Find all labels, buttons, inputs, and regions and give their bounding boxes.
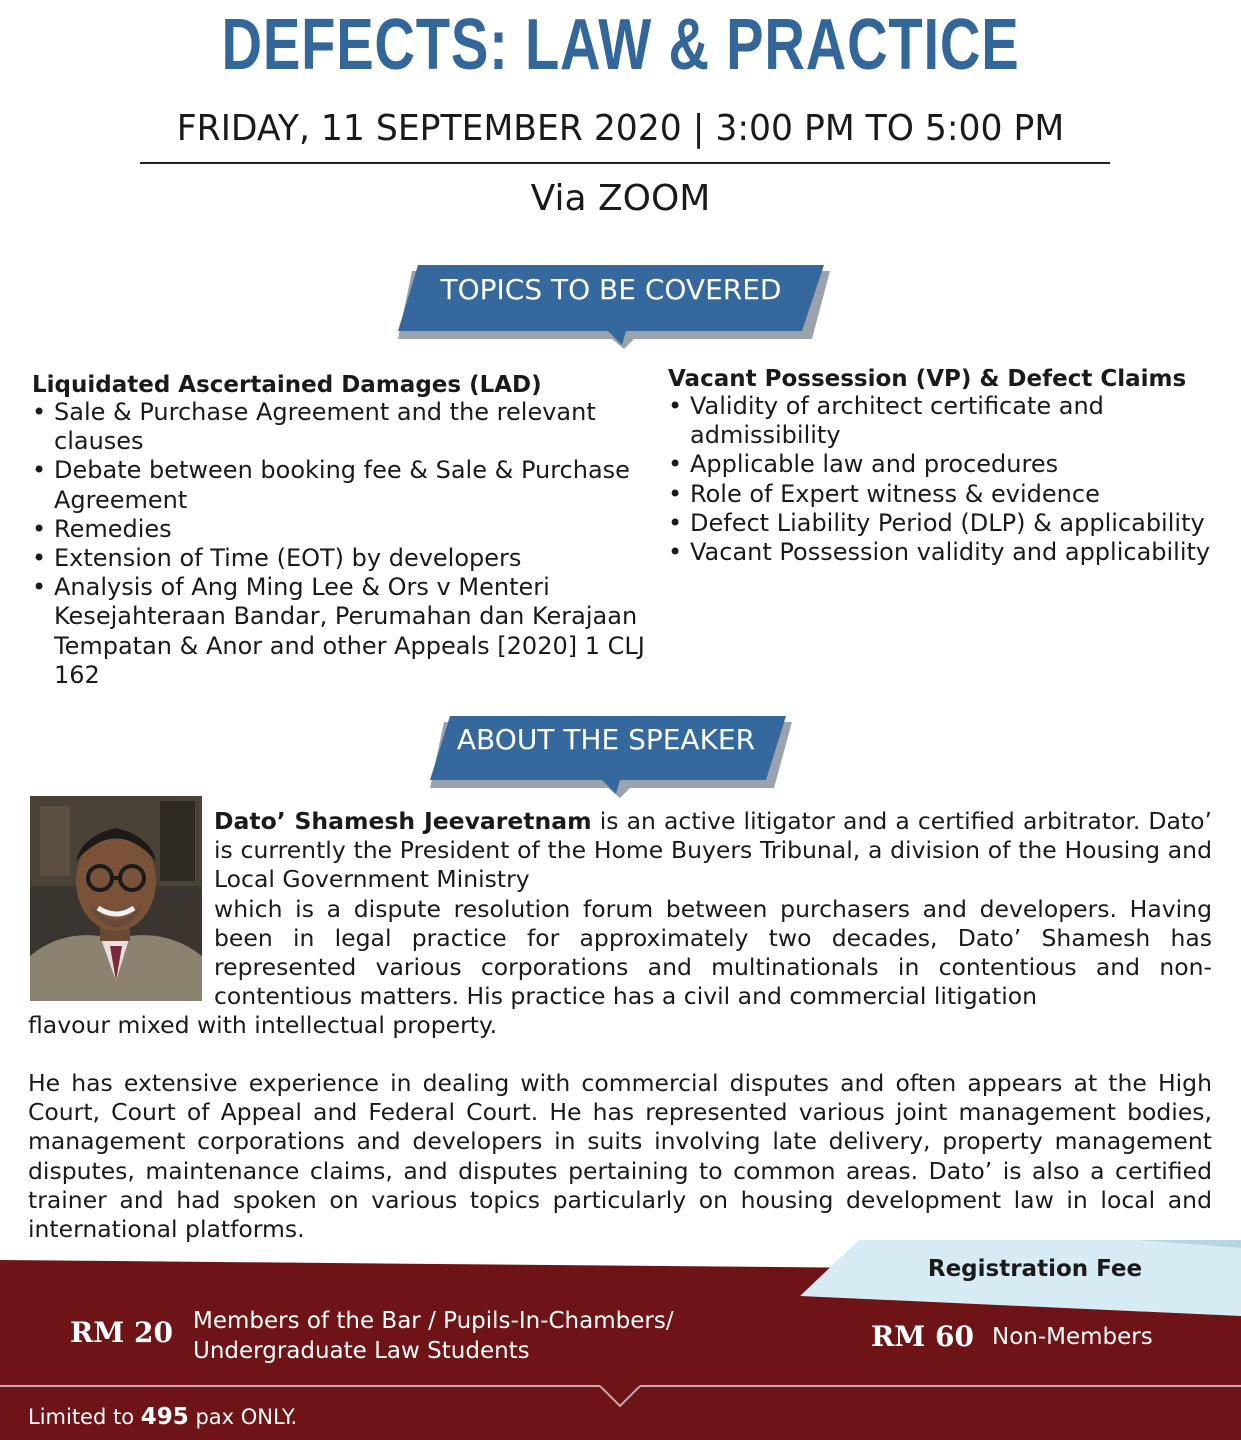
vp-section-title: Vacant Possession (VP) & Defect Claims xyxy=(668,366,1187,392)
speaker-photo xyxy=(30,796,202,1001)
speaker-name: Dato’ Shamesh Jeevaretnam xyxy=(214,807,592,835)
registration-fee-label: Registration Fee xyxy=(927,1256,1143,1282)
vp-topic-item: • Role of Expert witness & evidence xyxy=(668,480,1233,509)
lad-topic-item: • Analysis of Ang Ming Lee & Ors v Menteri Kesejahteraan Bandar, Perumahan dan Kerajaan Tempatan & Anor and other Appeals [2020] 1 CLJ 162 xyxy=(32,573,652,690)
vp-topic-item: • Vacant Possession validity and applicability xyxy=(668,538,1233,567)
attendance-limit-prefix: Limited to xyxy=(28,1405,141,1429)
speaker-bio-cont: which is a dispute resolution forum between purchasers and developers. Having been in legal practice for approximately two decades, Dato’ Shamesh has represented various corporations and multinationals in contentious and non-contentious matters. His practice has a civil and commercial litigation xyxy=(214,894,1212,1011)
attendance-limit-suffix: pax ONLY. xyxy=(188,1405,298,1429)
vp-topic-item: • Applicable law and procedures xyxy=(668,450,1233,479)
topics-banner-label: TOPICS TO BE COVERED xyxy=(440,273,782,306)
speaker-banner-label: ABOUT THE SPEAKER xyxy=(456,723,756,756)
speaker-bio-tail: flavour mixed with intellectual property. xyxy=(28,1011,498,1039)
vp-topic-list xyxy=(668,392,1233,567)
lad-topic-item: • Sale & Purchase Agreement and the relevant clauses xyxy=(32,398,652,456)
attendance-limit xyxy=(28,1404,297,1430)
speaker-bio-intro xyxy=(214,807,1212,1011)
lad-topic-item: • Remedies xyxy=(32,515,652,544)
lad-topic-list xyxy=(32,398,652,690)
event-venue: Via ZOOM xyxy=(530,178,711,219)
event-date-time: FRIDAY, 11 SEPTEMBER 2020 | 3:00 PM TO 5:00 PM xyxy=(176,108,1065,149)
header-divider xyxy=(140,162,1110,164)
nonmembers-fee-amount: RM 60 xyxy=(871,1320,974,1353)
members-fee-amount: RM 20 xyxy=(70,1316,173,1349)
vp-topic-item: • Defect Liability Period (DLP) & applicability xyxy=(668,509,1233,538)
lad-topic-item: • Extension of Time (EOT) by developers xyxy=(32,544,652,573)
lad-topic-item: • Debate between booking fee & Sale & Purchase Agreement xyxy=(32,456,652,514)
members-fee-desc-line: Members of the Bar / Pupils-In-Chambers/ xyxy=(193,1308,674,1334)
vp-topic-item: • Validity of architect certificate and admissibility xyxy=(668,392,1233,450)
speaker-bio-paragraph-2: He has extensive experience in dealing with commercial disputes and often appears at the High Court, Court of Appeal and Federal Court. He has represented various joint management bodies, management corporations and developers in suits involving late delivery, property management disputes, maintenance claims, and disputes pertaining to common areas. Dato’ is also a certified trainer and had spoken on various topics particularly on housing development law in local and international platforms. xyxy=(28,1069,1212,1244)
attendance-limit-count: 495 xyxy=(140,1404,189,1430)
speaker-bio-intro-text: is an active litigator and a certified arbitrator. Dato’ is currently the President of the Home Buyers Tribunal, a division of the Housing and Local Government Ministry xyxy=(214,807,1212,894)
members-fee-desc-line: Undergraduate Law Students xyxy=(193,1338,530,1364)
nonmembers-fee-description: Non-Members xyxy=(992,1324,1153,1350)
page-title: DEFECTS: LAW & PRACTICE xyxy=(221,5,1020,85)
members-fee-description xyxy=(193,1306,753,1366)
lad-section-title: Liquidated Ascertained Damages (LAD) xyxy=(32,372,542,398)
